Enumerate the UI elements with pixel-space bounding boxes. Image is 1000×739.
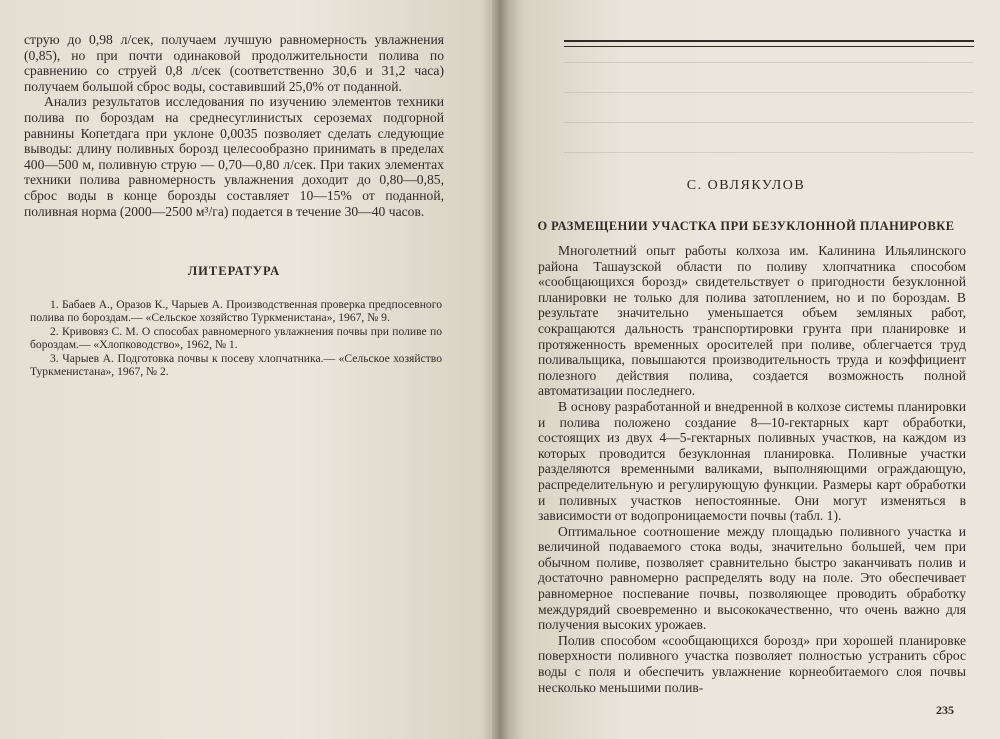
reference-list xyxy=(30,298,442,378)
header-rule xyxy=(564,40,974,47)
bleed-through-shadow xyxy=(564,52,974,182)
paragraph: В основу разработанной и внедренной в колхозе системы планировки и полива положено создание 8—10-гектарных карт обработки, состоящих из двух 4—5-гектарных поливных участков, на каждом из которых проводится безуклонная планировка. Поливные участки разделяются временными валиками, выполняющими ограждающую, распределительную и регулирующую функции. Размеры карт обработки и поливных участков непостоянные. Они могут изменяться в зависимости от водопроницаемости почвы (табл. 1). xyxy=(538,398,966,524)
right-body-text xyxy=(538,243,966,695)
paragraph: Оптимальное соотношение между площадью поливного участка и величиной подаваемого стока воды, значительно большей, чем при обычном поливе, позволяет сравнительно быстро заканчивать полив и достаточно равномерно распределять воду на поле. Это обеспечивает равномерное поспевание почвы, позволяющее проводить обработку междурядий своевременно и высококачественно, что очень важно для получения высоких урожаев. xyxy=(538,523,966,633)
paragraph: Многолетний опыт работы колхоза им. Калинина Ильялинского района Ташаузской области по поливу хлопчатника способом «сообщающихся борозд» свидетельствует о пригодности безуклонной планировки не только для полива затоплением, но и по бороздам. В результате значительно уменьшается объем земляных работ, сокращаются дальность транспортировки грунта при планировке и протяженность временных оросителей при поливе, облегчается труд поливальщика, повышаются производительность труда и коэффициент полезного действия полива, создается возможность полной автоматизации последнего. xyxy=(538,243,966,399)
book-gutter xyxy=(492,0,508,739)
article-author: С. ОВЛЯКУЛОВ xyxy=(686,178,806,193)
paragraph: струю до 0,98 л/сек, получаем лучшую равномерность увлажнения (0,85), но при почти одинаковой продолжительности полива по сравнению со струей 0,8 л/сек (соответственно 30,6 и 31,2 часа) получаем большой сброс воды, составивший 25,0% от поданной. xyxy=(24,32,444,94)
reference-item: 1. Бабаев А., Оразов К., Чарыев А. Производственная проверка предпосевного полива по бороздам.— «Сельское хозяйство Туркменистана», 1967, № 9. xyxy=(30,298,442,325)
left-body-text xyxy=(24,32,444,219)
reference-item: 3. Чарыев А. Подготовка почвы к посеву хлопчатника.— «Сельское хозяйство Туркменистана», 1967, № 2. xyxy=(30,351,442,379)
left-page xyxy=(0,0,496,739)
page-number: 235 xyxy=(936,703,954,717)
paragraph: Полив способом «сообщающихся борозд» при хорошей планировке поверхности поливного участка позволяет полностью устранить сброс воды с поля и обеспечить увлажнение корнеобитаемого слоя почвы несколько меньшими полив- xyxy=(538,632,966,695)
paragraph: Анализ результатов исследования по изучению элементов техники полива по бороздам на среднесуглинистых сероземах подгорной равнины Копетдага при уклоне 0,0035 позволяет сделать следующие выводы: длину поливных борозд целесообразно принимать в пределах 400—500 м, поливную струю — 0,70—0,80 л/сек. При таких элементах техники полива равномерность увлажнения доходит до 0,80—0,85, сброс воды в конце борозды составляет 10—15% от поданной, поливная норма (2000—2500 м³/га) подается в течение 30—40 часов. xyxy=(24,94,444,219)
article-title: О РАЗМЕЩЕНИИ УЧАСТКА ПРИ БЕЗУКЛОННОЙ ПЛАНИРОВКЕ xyxy=(537,219,955,233)
reference-item: 2. Кривовяз С. М. О способах равномерного увлажнения почвы при поливе по бороздам.— «Хлопководство», 1962, № 1. xyxy=(30,324,442,352)
literature-heading: ЛИТЕРАТУРА xyxy=(187,264,281,278)
